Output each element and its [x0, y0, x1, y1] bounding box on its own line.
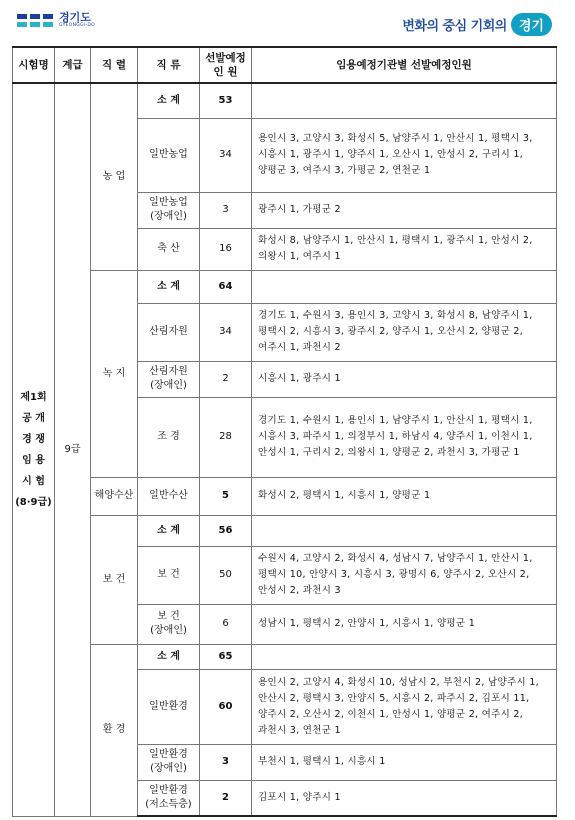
slogan-text: 변화의 중심 기회의 — [402, 19, 507, 34]
subtotal-value: 56 — [200, 515, 252, 546]
category-cell: 보 건 — [138, 546, 200, 604]
category-cell: 일반농업 — [138, 118, 200, 192]
count-cell: 16 — [200, 228, 252, 270]
table-row — [13, 83, 557, 118]
slogan — [402, 13, 552, 36]
allocation-cell: 성남시 1, 평택시 2, 안양시 1, 시흥시 1, 양평군 1 — [252, 604, 557, 644]
page-header — [0, 0, 575, 46]
logo-text: 경기도 — [59, 11, 91, 24]
subtotal-value: 65 — [200, 644, 252, 669]
header-allocation: 임용예정기관별 선발예정인원 — [252, 47, 557, 83]
allocation-cell: 경기도 1, 수원시 3, 용인시 3, 고양시 3, 화성시 8, 남양주시 1, 평택시 2, 시흥시 3, 광주시 2, 양주시 1, 오산시 2, 양평군 2, 여주시 1, 과천시 2 — [252, 303, 557, 361]
category-cell: 일반농업 (장애인) — [138, 192, 200, 228]
subtotal-label: 소 계 — [138, 515, 200, 546]
allocation-cell: 화성시 2, 평택시 1, 시흥시 1, 양평군 1 — [252, 477, 557, 515]
series-agriculture: 농 업 — [91, 83, 138, 270]
allocation-cell: 시흥시 1, 광주시 1 — [252, 361, 557, 397]
count-cell: 34 — [200, 303, 252, 361]
subtotal-label: 소 계 — [138, 644, 200, 669]
header-planned: 선발예정 인 원 — [200, 47, 252, 83]
allocation-cell: 김포시 1, 양주시 1 — [252, 780, 557, 816]
header-grade: 계급 — [55, 47, 91, 83]
allocation-cell: 경기도 1, 수원시 1, 용인시 1, 남양주시 1, 안산시 1, 평택시 1, 시흥시 3, 파주시 1, 의정부시 1, 하남시 4, 양주시 1, 이천시 1, 안성시 1, 구리시 2, 의왕시 1, 양평군 2, 과천시 3, 가평군 1 — [252, 397, 557, 477]
allocation-cell — [252, 515, 557, 546]
logo-subtext: GYEONGGI-DO — [59, 23, 95, 28]
count-cell: 50 — [200, 546, 252, 604]
allocation-cell: 수원시 4, 고양시 2, 화성시 4, 성남시 7, 남양주시 1, 안산시 1, 평택시 10, 안양시 3, 시흥시 3, 광명시 6, 양주시 2, 오산시 2, 안성시 2, 과천시 3 — [252, 546, 557, 604]
grade-cell: 9급 — [55, 83, 91, 816]
allocation-cell: 광주시 1, 가평군 2 — [252, 192, 557, 228]
table-header-row — [13, 47, 557, 83]
allocation-cell: 용인시 3, 고양시 3, 화성시 5, 남양주시 1, 안산시 1, 평택시 3, 시흥시 1, 광주시 1, 양주시 1, 오산시 1, 안성시 2, 구리시 1, 양평군 3, 여주시 3, 가평군 2, 연천군 1 — [252, 118, 557, 192]
count-cell: 3 — [200, 192, 252, 228]
count-cell: 2 — [200, 780, 252, 816]
category-cell: 일반환경 (장애인) — [138, 744, 200, 780]
table-row — [13, 270, 557, 303]
subtotal-label: 소 계 — [138, 83, 200, 118]
exam-name-cell: 제1회 공 개 경 쟁 임 용 시 험 (8·9급) — [13, 83, 55, 816]
category-cell: 축 산 — [138, 228, 200, 270]
allocation-cell: 부천시 1, 평택시 1, 시흥시 1 — [252, 744, 557, 780]
count-cell: 2 — [200, 361, 252, 397]
allocation-cell — [252, 644, 557, 669]
allocation-cell: 용인시 2, 고양시 4, 화성시 10, 성남시 2, 부천시 2, 남양주시 1, 안산시 2, 평택시 3, 안양시 5, 시흥시 2, 파주시 2, 김포시 11, 양주시 2, 오산시 2, 이천시 1, 안성시 1, 양평군 2, 여주시 2, 과천시 3, 연천군 1 — [252, 669, 557, 744]
header-exam: 시험명 — [13, 47, 55, 83]
category-cell: 산림자원 (장애인) — [138, 361, 200, 397]
category-cell: 일반수산 — [138, 477, 200, 515]
subtotal-value: 64 — [200, 270, 252, 303]
subtotal-label: 소 계 — [138, 270, 200, 303]
series-fisheries: 해양수산 — [91, 477, 138, 515]
table-row — [13, 477, 557, 515]
count-cell: 5 — [200, 477, 252, 515]
subtotal-value: 53 — [200, 83, 252, 118]
allocation-cell — [252, 83, 557, 118]
recruitment-table — [12, 46, 557, 817]
category-cell: 일반환경 (저소득층) — [138, 780, 200, 816]
allocation-cell — [252, 270, 557, 303]
count-cell: 28 — [200, 397, 252, 477]
gyeonggi-logo — [17, 12, 95, 29]
series-green: 녹 지 — [91, 270, 138, 477]
table-row — [13, 515, 557, 546]
category-cell: 일반환경 — [138, 669, 200, 744]
category-cell: 조 경 — [138, 397, 200, 477]
slogan-badge: 경기 — [511, 13, 552, 36]
series-health: 보 건 — [91, 515, 138, 644]
count-cell: 60 — [200, 669, 252, 744]
allocation-cell: 화성시 8, 남양주시 1, 안산시 1, 평택시 1, 광주시 1, 안성시 2, 의왕시 1, 여주시 1 — [252, 228, 557, 270]
table-row — [13, 644, 557, 669]
category-cell: 산림자원 — [138, 303, 200, 361]
count-cell: 6 — [200, 604, 252, 644]
category-cell: 보 건 (장애인) — [138, 604, 200, 644]
header-category: 직 류 — [138, 47, 200, 83]
count-cell: 3 — [200, 744, 252, 780]
series-environment: 환 경 — [91, 644, 138, 816]
logo-mark-icon — [17, 14, 53, 28]
count-cell: 34 — [200, 118, 252, 192]
header-series: 직 렬 — [91, 47, 138, 83]
